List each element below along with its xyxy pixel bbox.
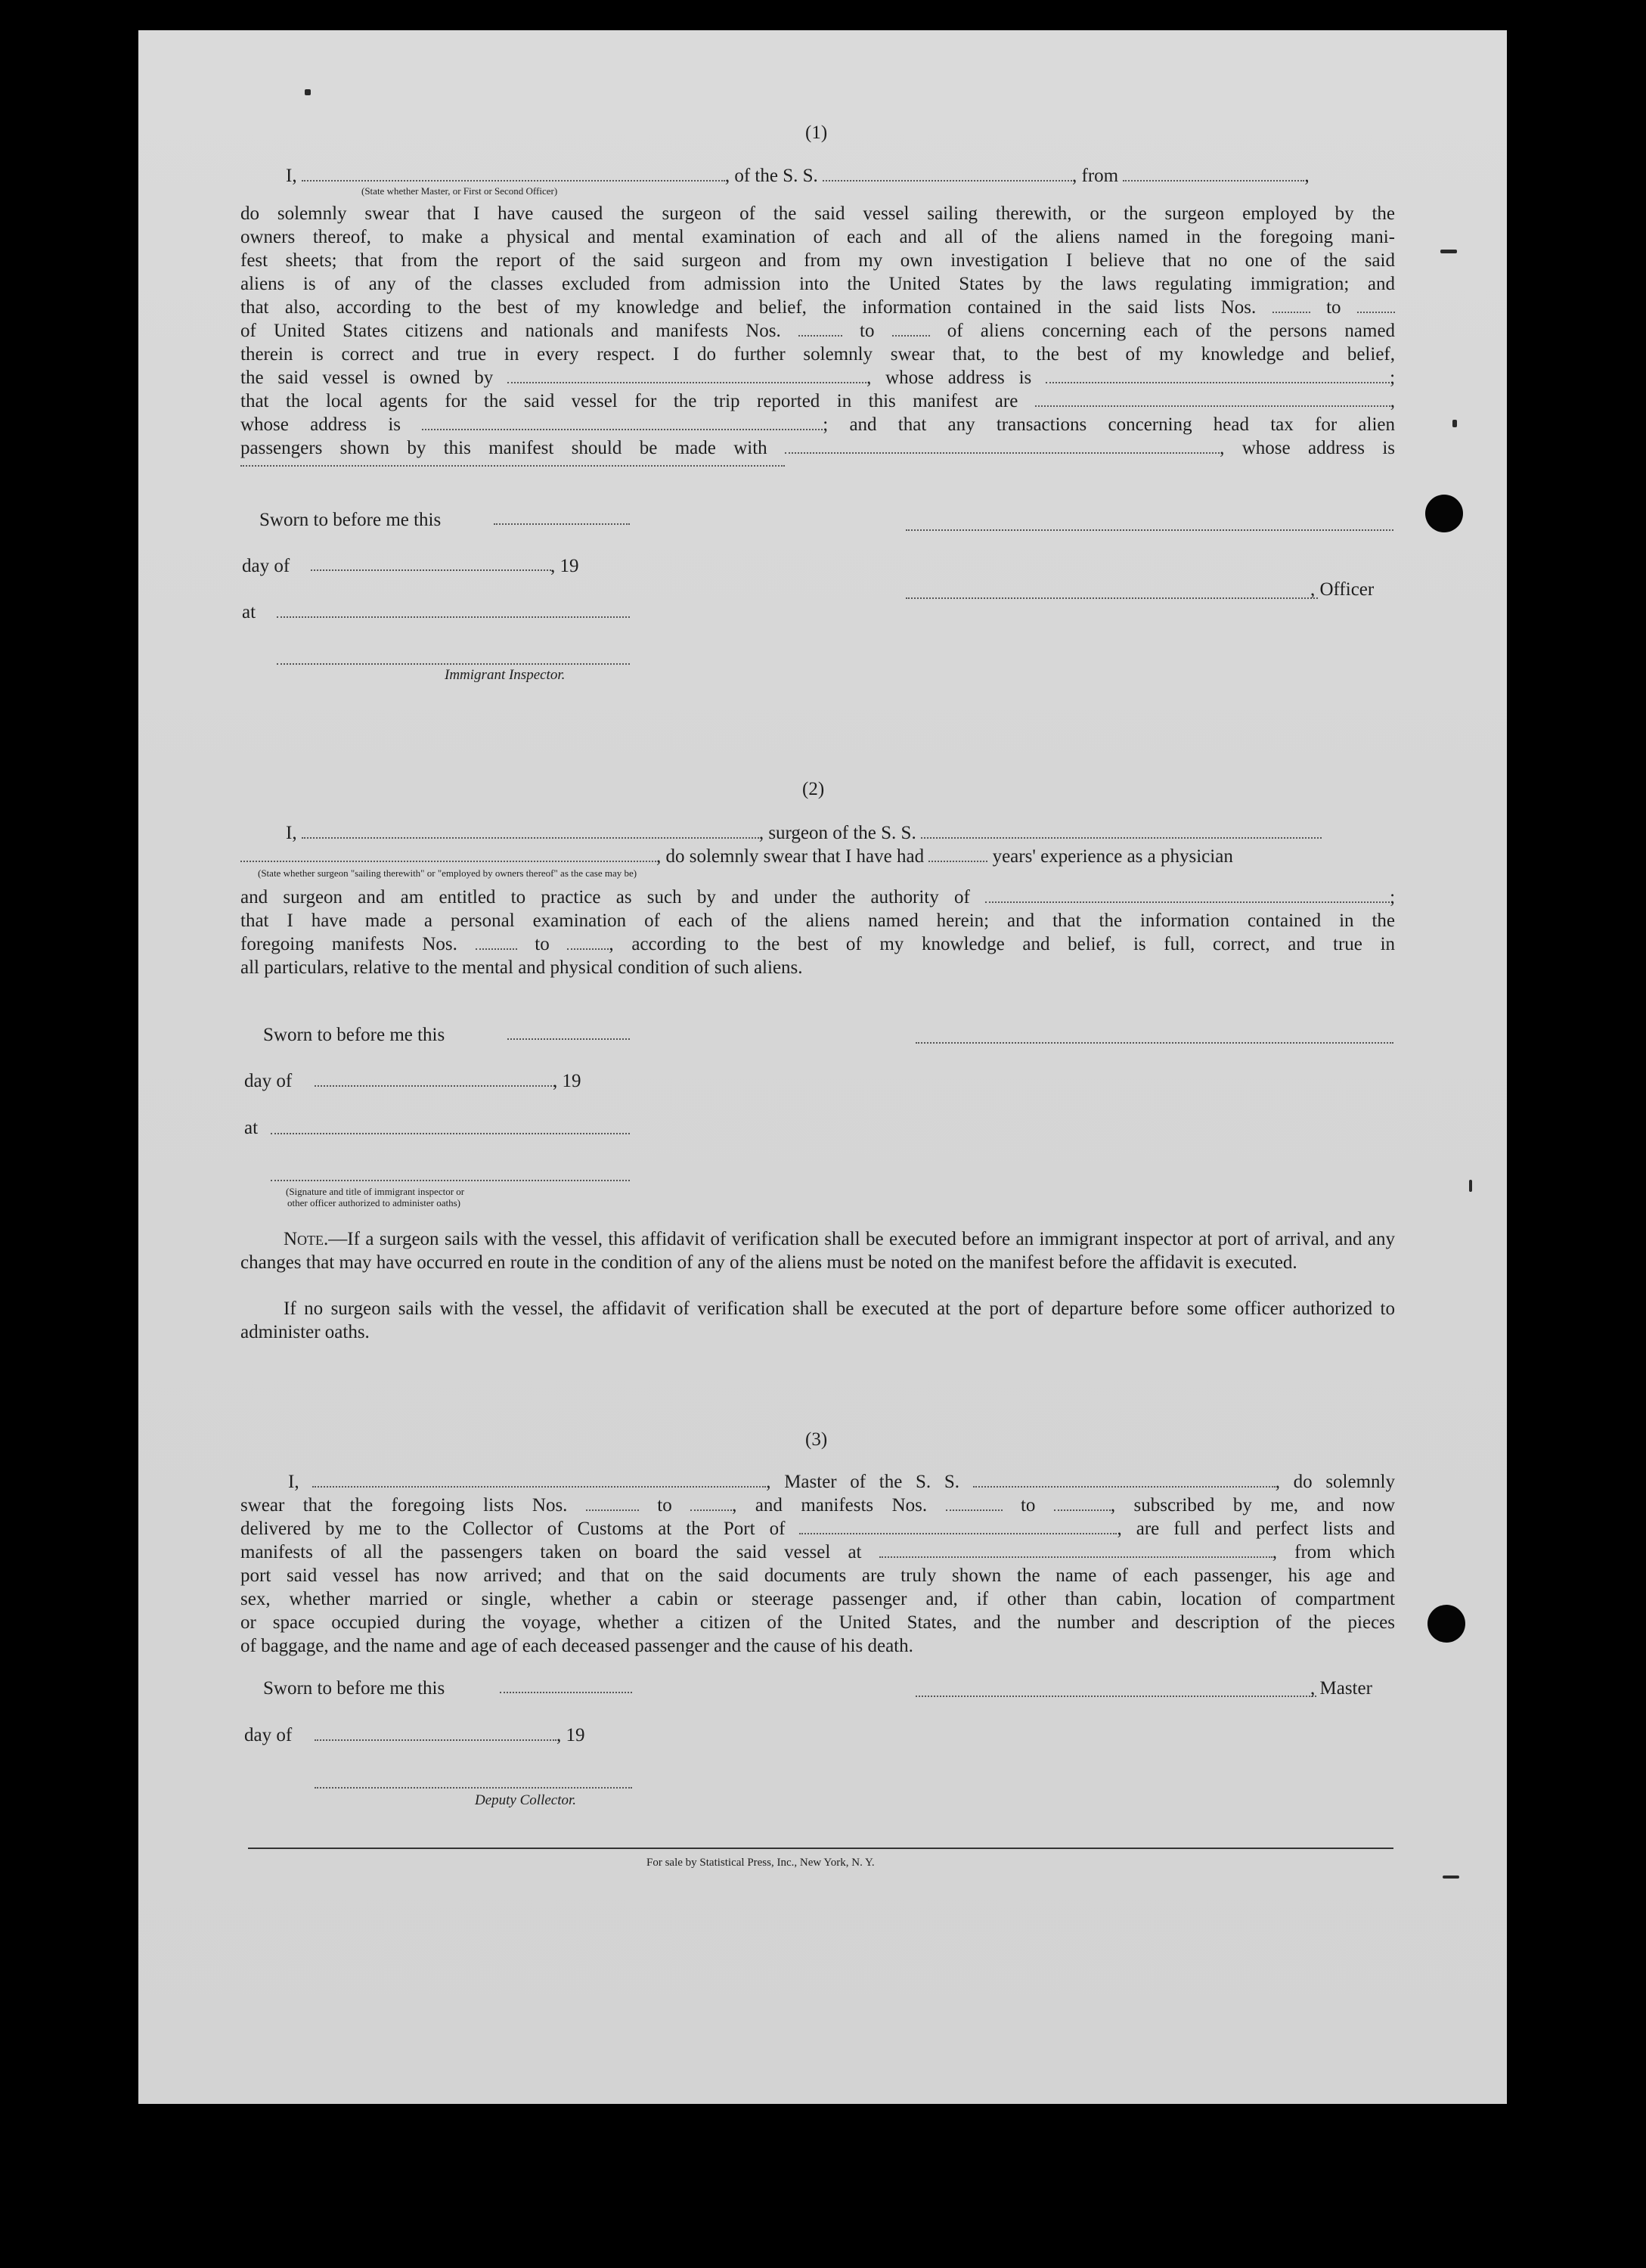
years-field[interactable] (928, 847, 987, 862)
note-paragraph: Note.—If a surgeon sails with the vessel, this affidavit of verification shall be executed before an immigrant inspector at port of arrival, and any changes that may have occurred en route in the condition of any of the aliens must be noted on the manifest before the affidavit is executed. (240, 1229, 1395, 1273)
paragraph-line: owners thereof, to make a physical and mental examination of each and all of the aliens named in the foregoing mani- (240, 227, 1395, 247)
speck (1452, 420, 1457, 427)
divider (248, 1848, 1393, 1849)
head-tax-party-field[interactable] (785, 439, 1220, 454)
at-label: at (244, 1118, 259, 1138)
master-manifests-to-field[interactable] (1054, 1496, 1111, 1511)
deputy-caption: Deputy Collector. (475, 1792, 577, 1808)
paragraph-line: manifests of all the passengers taken on board the said vessel at , from which (240, 1542, 1395, 1562)
note-paragraph-2: If no surgeon sails with the vessel, the affidavit of verification shall be executed at the port of departure before some officer authorized to administer oaths. (240, 1298, 1395, 1342)
paragraph-line: that the local agents for the said vessel for the trip reported in this manifest are , (240, 391, 1396, 411)
paragraph-line: sex, whether married or single, whether a cabin or steerage passenger and, if other than cabin, location of compartment (240, 1589, 1395, 1609)
at-field[interactable] (277, 616, 630, 618)
sworn-label: Sworn to before me this (259, 510, 442, 530)
year-label: , 19 (553, 1071, 581, 1091)
punch-hole-top (1425, 495, 1463, 532)
customs-port-field[interactable] (799, 1519, 1117, 1534)
officer-label: , Officer (1310, 579, 1375, 600)
officer-title-field[interactable] (906, 597, 1318, 599)
manifests-to-field[interactable] (892, 321, 930, 337)
paragraph-line: or space occupied during the voyage, whether a citizen of the United States, and the number and description of the pieces (240, 1612, 1395, 1633)
at-field[interactable] (271, 1133, 630, 1134)
officer-note: (State whether Master, or First or Second Officer) (361, 185, 558, 197)
speck (1443, 1876, 1459, 1879)
surgeon-note: (State whether surgeon "sailing therewith" or "employed by owners thereof" as the case may be) (258, 867, 637, 879)
inspector-signature-field[interactable] (277, 663, 630, 665)
agents-address-field[interactable] (422, 415, 823, 430)
surgeon-line: I, , surgeon of the S. S. (286, 822, 1322, 845)
sworn-date-field[interactable] (507, 1038, 630, 1040)
speck (1469, 1180, 1472, 1192)
officer-signature-field[interactable] (906, 529, 1393, 531)
day-of-label: day of (242, 556, 290, 576)
day-of-field[interactable] (315, 1739, 556, 1741)
master-signature-field[interactable] (916, 1696, 1316, 1697)
document-page (138, 30, 1507, 2104)
at-label: at (242, 602, 256, 622)
local-agents-field[interactable] (1035, 392, 1390, 407)
signature-note: other officer authorized to administer oaths) (287, 1197, 460, 1208)
surgeon-signature-field[interactable] (916, 1042, 1393, 1044)
day-of-field[interactable] (315, 1085, 555, 1087)
signature-note: (Signature and title of immigrant inspector or (286, 1186, 465, 1197)
day-of-label: day of (244, 1725, 293, 1745)
section-number: (2) (802, 779, 825, 799)
speck (305, 89, 311, 95)
vessel-name-field[interactable] (823, 166, 1072, 182)
departure-port-field[interactable] (1123, 166, 1304, 182)
owner-field[interactable] (507, 368, 866, 383)
sworn-label: Sworn to before me this (263, 1678, 445, 1699)
paragraph-line: fest sheets; that from the report of the said surgeon and from my own investigation I believe that no one of the said (240, 250, 1395, 271)
surgeon-vessel-field[interactable] (921, 824, 1322, 839)
surgeon-name-field[interactable] (302, 824, 759, 839)
master-name-field[interactable] (312, 1472, 766, 1488)
inspector-caption: Immigrant Inspector. (445, 667, 566, 683)
deputy-signature-field[interactable] (315, 1787, 632, 1789)
manifests-from-field[interactable] (798, 321, 842, 337)
sworn-date-field[interactable] (500, 1692, 632, 1693)
paragraph-line: all particulars, relative to the mental and physical condition of such aliens. (240, 957, 803, 978)
paragraph-line: swear that the foregoing lists Nos. to , and manifests Nos. to , subscribed by me, and now (240, 1495, 1396, 1516)
surgeon-name-cont-field[interactable] (240, 847, 656, 862)
paragraph-line: that I have made a personal examination of each of the aliens named herein; and that the information contained in the (240, 911, 1395, 931)
officer-oath-line: I, , of the S. S. , from , (286, 166, 1310, 186)
paragraph-line: delivered by me to the Collector of Customs at the Port of , are full and perfect lists and (240, 1519, 1396, 1539)
paragraph-line: foregoing manifests Nos. to , according to the best of my knowledge and belief, is full, correct, and true in (240, 934, 1396, 954)
paragraph-line: do solemnly swear that I have caused the surgeon of the said vessel sailing therewith, or the surgeon employed by the (240, 203, 1395, 224)
master-lists-from-field[interactable] (586, 1496, 639, 1511)
paragraph-line: aliens is of any of the classes excluded from admission into the United States by the laws regulating immigration; and (240, 274, 1395, 294)
footer-imprint: For sale by Statistical Press, Inc., New York, N. Y. (646, 1857, 875, 1869)
sworn-date-field[interactable] (494, 523, 630, 525)
paragraph-line: of baggage, and the name and age of each deceased passenger and the cause of his death. (240, 1636, 913, 1656)
year-label: , 19 (556, 1725, 585, 1745)
authorized-officer-signature-field[interactable] (271, 1180, 630, 1181)
authority-field[interactable] (985, 888, 1390, 903)
lists-from-field[interactable] (1272, 298, 1310, 313)
paragraph-line: and surgeon and am entitled to practice as such by and under the authority of ; (240, 887, 1396, 908)
day-of-label: day of (244, 1071, 293, 1091)
paragraph-line: the said vessel is owned by , whose address is ; (240, 368, 1396, 388)
master-manifests-from-field[interactable] (946, 1496, 1003, 1511)
officer-name-field[interactable] (302, 166, 725, 182)
lists-to-field[interactable] (1357, 298, 1395, 313)
surgeon-manifests-to-field[interactable] (567, 935, 609, 950)
paragraph-line: I, , Master of the S. S. , do solemnly (288, 1472, 1395, 1492)
speck (1440, 250, 1457, 253)
master-lists-to-field[interactable] (690, 1496, 732, 1511)
paragraph-line: passengers shown by this manifest should be made with , whose address is (240, 438, 1395, 458)
surgeon-line-2: , do solemnly swear that I have had years' experience as a physician (240, 845, 1395, 868)
paragraph-line: port said vessel has now arrived; and that on the said documents are truly shown the name of each passenger, his age and (240, 1565, 1395, 1586)
punch-hole-bottom (1427, 1605, 1465, 1643)
paragraph-line: that also, according to the best of my knowledge and belief, the information contained in the said lists Nos. to (240, 296, 1395, 320)
section-number: (3) (805, 1429, 828, 1450)
head-tax-address-field[interactable] (240, 465, 785, 467)
owner-address-field[interactable] (1046, 368, 1390, 383)
surgeon-manifests-from-field[interactable] (476, 935, 517, 950)
year-label: , 19 (550, 556, 579, 576)
paragraph-line: whose address is ; and that any transactions concerning head tax for alien (240, 414, 1395, 435)
master-label: , Master (1310, 1678, 1372, 1699)
boarding-port-field[interactable] (879, 1543, 1272, 1558)
sworn-label: Sworn to before me this (263, 1025, 445, 1045)
section-number: (1) (805, 123, 828, 143)
master-vessel-field[interactable] (973, 1472, 1276, 1488)
paragraph-line: therein is correct and true in every respect. I do further solemnly swear that, to the best of my knowledge and belief, (240, 344, 1395, 365)
paragraph-line: of United States citizens and nationals and manifests Nos. to of aliens concerning each of the persons named (240, 321, 1396, 341)
day-of-field[interactable] (311, 569, 551, 571)
